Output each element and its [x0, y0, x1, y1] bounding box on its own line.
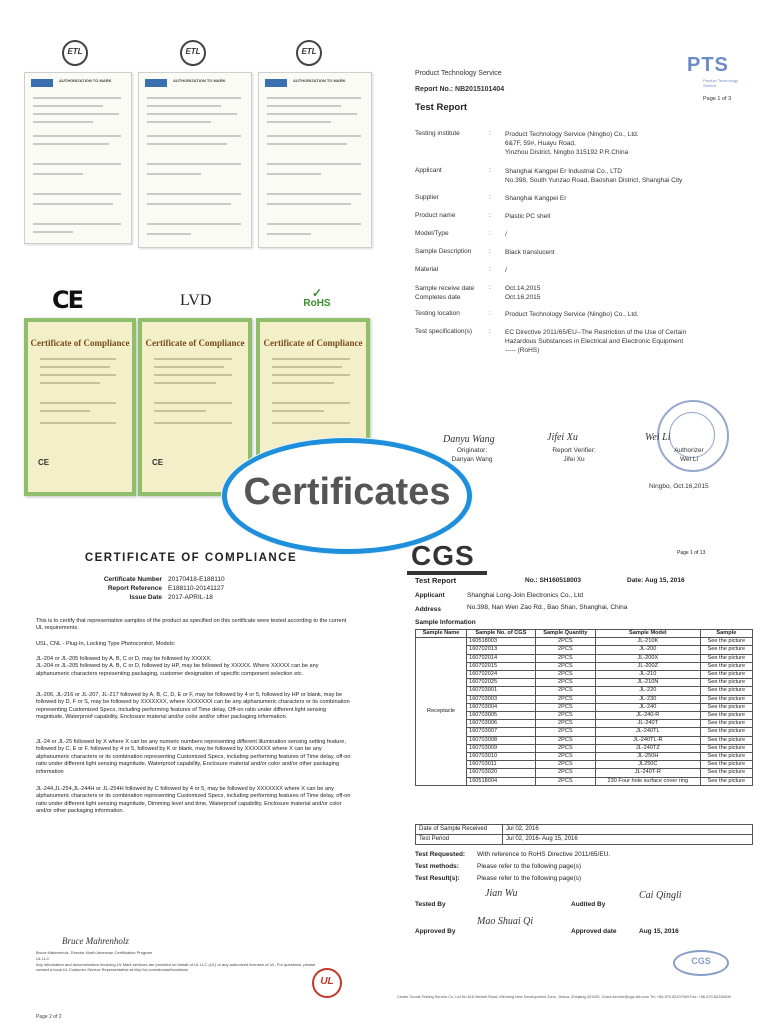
table-row: 160702014 2PCS JL-200X See the picture — [416, 654, 753, 662]
table-row: Date of Sample Received Jul 02, 2016 — [416, 825, 753, 835]
pts-page: Page 1 of 3 — [703, 96, 732, 102]
ul-field-label: Issue Date — [129, 594, 162, 601]
pts-row-value: / — [505, 267, 507, 274]
pts-row-value: Product Technology Service (Ningbo) Co., Ltd. — [505, 311, 639, 318]
table-row: 160703006 2PCS JL-240T See the picture — [416, 720, 753, 728]
pts-row-value: Shanghai Kangpei Er Industrial Co., LTD No.398, South Yunzao Road, Baoshan District, Shanghai City — [505, 168, 683, 184]
pts-row-label: Sample Description — [415, 248, 472, 255]
cgs-methods-label: Test methods: — [415, 863, 459, 870]
pts-date: Ningbo, Oct.16,2015 — [649, 483, 709, 490]
cgs-tested-by-label: Tested By — [415, 901, 446, 908]
ce-mark-icon: CE — [52, 286, 83, 314]
pts-row-value: Plastic PC shell — [505, 213, 551, 220]
sample-name-cell: Receptacle — [416, 638, 467, 786]
cgs-approved-date-label: Approved date — [571, 928, 617, 935]
cgs-sample-table — [415, 629, 753, 786]
ul-paragraph: USL, CNL - Plug-In, Locking Type Photocontrol, Models: — [36, 641, 176, 647]
originator-label: Originator: Danyan Wang — [451, 447, 493, 463]
cgs-date-table — [415, 824, 753, 845]
certificates-banner-label: Certificates — [243, 471, 451, 513]
table-row: 160703011 2PCS JL250C See the picture — [416, 761, 753, 769]
pts-row-label: Testing location — [415, 310, 460, 317]
cgs-requested: With reference to RoHS Directive 2011/65/EU. — [477, 851, 611, 858]
etl-certificate-thumbnail: AUTHORIZATION TO MARK — [258, 72, 372, 248]
table-row: 160703004 2PCS JL-240 See the picture — [416, 703, 753, 711]
table-header: Sample No. of CGS — [467, 630, 536, 638]
table-row: 160518004 2PCS 230 Four hole surface cover ring See the picture — [416, 777, 753, 785]
cgs-results: Please refer to the following page(s) — [477, 875, 582, 882]
table-row: Test Period Jul 02, 2016- Aug 15, 2016 — [416, 835, 753, 845]
cgs-report-no: No.: SH160518003 — [525, 577, 582, 584]
ce-certificate-thumbnail: Certificate of Compliance CE — [24, 318, 136, 496]
etl-mark-icon: ETL — [62, 40, 88, 66]
etl-certificate-thumbnail: AUTHORIZATION TO MARK — [24, 72, 132, 244]
pts-test-report: PTS Product Technology Service Product Technology Service Report No.: NB2015101404 Page 1 of 3 Test Report Testing institute : Product Technology Service (Ningbo) Co., Ltd. 6&7F, 59#, Huayu Road, Yinzhou District, Ningbo 315192 P.R.China Applicant : Shanghai Kangpei Er Industrial Co., LTD No.398, South Yunzao Road, Baoshan District, Shanghai City Supplier : Shanghai Kangpei Er Product name : Plastic PC shell Model/Type : / Sample Description : Black translucent Material : / Sample receive date Completes date : Oct.14,2015 Oct.16,2015 Testing location : Product Technology Service (Ningbo) Co., Ltd. Test specification(s) : EC Directive 2011/65/EU--The Restriction of the Use of Certain Hazardous Substances in Electrical and Electronic Equipment ----- (RoHS) Danyu Wang Originator: Danyan Wang Jifei Xu Report Verifier: Jifei Xu Wei Li Authorizer Wei Li Ningbo, Oct.16,2015 — [397, 22, 769, 520]
etl-mark-icon: ETL — [180, 40, 206, 66]
pts-row-value: Oct.14,2015 Oct.16,2015 — [505, 285, 541, 301]
cgs-results-label: Test Result(s): — [415, 875, 460, 882]
pts-row-label: Supplier — [415, 194, 439, 201]
pts-row-value: Shanghai Kangpei Er — [505, 195, 567, 202]
ul-logo-icon: UL — [312, 968, 342, 998]
table-header: Sample — [700, 630, 752, 638]
table-row: 160703005 2PCS JL-240-R See the picture — [416, 712, 753, 720]
table-header: Sample Name — [416, 630, 467, 638]
cgs-tested-signature: Jian Wu — [485, 888, 518, 899]
cgs-address-label: Address — [415, 606, 442, 613]
cgs-sample-info: Sample Information — [415, 619, 476, 626]
authorizer-label: Authorizer Wei Li — [674, 447, 704, 463]
etl-mark-icon: ETL — [296, 40, 322, 66]
table-row: 160702015 2PCS JL-200Z See the picture — [416, 662, 753, 670]
cgs-stamp-icon: CGS — [673, 950, 729, 976]
ul-paragraph: JL-206, JL-216 or JL-207, JL-217 followed by A, B, C, D, E or F, may be followed by 4 or 5, followed by HP or blank, may be followed by D, F or S, may be followed by XXXXXXX, where XXXXXXX can be any alphanumeric characters or its combination representing Customized Specs, including performing features of Time delay, Off-on ratio under different light sensing magnitude, Waterproof capability, Enclosure material and/or color and/or other packaging information. — [36, 692, 350, 721]
ul-field-value: E188110-20141127 — [168, 585, 225, 592]
ul-paragraph: JL-24 or JL-25 followed by X where X can be any numeric numbers representing different illumination sensing setting feature, followed by C, E or F, followed by 4 or 5, followed by K or blank, may be followed by XXXXXXX where X can be any alphanumeric characters or its combination representing Customized Specs, including performing features of Time delay, off-on ratio under different light sensing magnitude, Waterproof capability, Enclosure material and/or color and/or other packaging information — [36, 739, 351, 775]
authorizer-signature: Wei Li — [645, 432, 671, 443]
cgs-applicant-label: Applicant — [415, 592, 445, 599]
pts-row-label: Product name — [415, 212, 456, 219]
pts-row-label: Sample receive date Completes date — [415, 285, 475, 301]
ul-certificate-of-compliance — [0, 538, 382, 1032]
ul-paragraph: JL-204 or JL-205 followed by A, B, C or D, may be followed by XXXXX. JL-204 or JL-205 followed by A, B, C or D, followed by HP, may be followed by XXXXX. Where XXXXX can be any alphanumeric characters representing packaging, customer designation of specific component selection etc. — [36, 656, 319, 677]
pts-logo-icon: PTS Product Technology Service — [687, 54, 739, 88]
table-row: 160703010 2PCS JL-250H See the picture — [416, 753, 753, 761]
table-row: 160703008 2PCS JL-240TL-R See the picture — [416, 736, 753, 744]
verifier-signature: Jifei Xu — [547, 432, 578, 443]
pts-row-value: Black translucent — [505, 249, 555, 256]
pts-report-no: Report No.: NB2015101404 — [415, 86, 505, 93]
ul-field-label: Certificate Number — [103, 576, 162, 583]
cgs-title: Test Report — [415, 576, 457, 585]
ul-field-label: Report Reference — [107, 585, 162, 592]
cgs-test-report — [393, 538, 772, 1032]
table-row: 160702025 2PCS JL-210N See the picture — [416, 679, 753, 687]
cgs-address: No.398, Nan Wen Zao Rd., Bao Shan, Shanghai, China — [467, 604, 628, 611]
cgs-requested-label: Test Requested: — [415, 851, 466, 858]
cgs-audited-signature: Cai Qingli — [639, 890, 682, 901]
table-header: Sample Quantity — [535, 630, 595, 638]
ul-footer-line: Bruce Mahrenholz, Director North American Certification Program — [36, 950, 153, 955]
cgs-date: Date: Aug 15, 2016 — [627, 577, 685, 584]
verifier-label: Report Verifier: Jifei Xu — [552, 447, 596, 463]
table-row: 160703003 2PCS JL-230 See the picture — [416, 695, 753, 703]
ul-title: CERTIFICATE OF COMPLIANCE — [84, 552, 298, 564]
pts-row-value: / — [505, 231, 507, 238]
pts-row-label: Model/Type — [415, 230, 449, 237]
pts-row-label: Test specification(s) — [415, 328, 473, 335]
ul-page: Page 2 of 2 — [36, 1014, 62, 1020]
lvd-certificate-thumbnail: Certificate of Compliance CE — [138, 318, 252, 496]
cgs-methods: Please refer to the following page(s) — [477, 863, 582, 870]
table-row: Receptacle 160518003 2PCS JL-210K See the picture — [416, 638, 753, 646]
cgs-applicant: Shanghai Long-Join Electronics Co., Ltd — [467, 592, 583, 599]
ul-paragraph: JL-244,JL-254,JL-244H or JL-254H followed by C followed by 4 or 5, may be followed by XXXXXXX where X can be any alphanumeric characters or its combination representing Customized Specs, including performing features of Time delay, off-on ratio under different light sensing magnitude, Dimming level and time, Waterproof capability, Enclosure material and/or color and/or other packaging information. — [36, 786, 351, 815]
table-row: 160703020 2PCS JL-240T-R See the picture — [416, 769, 753, 777]
cgs-page: Page 1 of 13 — [677, 550, 706, 556]
table-row: 160703001 2PCS JL-220 See the picture — [416, 687, 753, 695]
table-row: 160702024 2PCS JL-210 See the picture — [416, 671, 753, 679]
table-row: 160702013 2PCS JL-200 See the picture — [416, 646, 753, 654]
rohs-certificate-thumbnail: Certificate of Compliance — [256, 318, 370, 496]
cgs-logo-icon: CGS — [411, 540, 475, 571]
table-row: 160703009 2PCS JL-240TZ See the picture — [416, 744, 753, 752]
table-row: 160703007 2PCS JL-240TL See the picture — [416, 728, 753, 736]
cgs-footer: Center Goods Testing Service Co.,Ltd No.618 Weiwei Road, Minhang New Development Zone, Jinhua, Zhejiang 321025, China service@cgs-lab.com Tel: +86-579-82207509 Fax: +86-579-82226506 — [397, 995, 731, 999]
ul-footer-line: UL LLC — [36, 956, 50, 961]
pts-company: Product Technology Service — [415, 70, 502, 77]
ul-field-value: 2017-APRIL-18 — [168, 594, 213, 601]
cgs-approved-signature: Mao Shuai Qi — [477, 916, 534, 927]
rohs-mark-icon: ✓ RoHS — [303, 286, 331, 309]
originator-signature: Danyu Wang — [443, 434, 495, 445]
ul-signature: Bruce Mahrenholz — [62, 936, 129, 946]
ul-paragraph: This is to certify that representative samples of the product as specified on this certificate were tested according to the current UL requirements. — [36, 618, 347, 632]
etl-certificate-thumbnail: AUTHORIZATION TO MARK — [138, 72, 252, 248]
pts-row-label: Applicant — [415, 167, 442, 174]
pts-row-label: Testing institute — [415, 130, 460, 137]
table-header: Sample Model — [595, 630, 700, 638]
pts-row-label: Material — [415, 266, 439, 273]
pts-row-value: Product Technology Service (Ningbo) Co., Ltd. 6&7F, 59#, Huayu Road, Yinzhou District, Ningbo 315192 P.R.China — [505, 131, 639, 156]
certificates-banner — [222, 438, 472, 554]
lvd-mark-label: LVD — [180, 292, 212, 309]
cgs-approved-by-label: Approved By — [415, 928, 456, 935]
cgs-audited-by-label: Audited By — [571, 901, 606, 908]
cgs-approved-date: Aug 15, 2016 — [639, 928, 679, 935]
ul-footer-line: Any information and documentation involving UL Mark services are provided on behalf of UL LLC (UL) or any authorized licensee of UL. For questions, please contact a local UL Customer Service Representative at http://ul.com/aboutul/locations/ — [36, 962, 316, 972]
pts-row-value: EC Directive 2011/65/EU--The Restriction of the Use of Certain Hazardous Substances in Electrical and Electronic Equipment ----- (RoHS) — [505, 329, 687, 354]
ul-field-value: 20170418-E188110 — [168, 576, 225, 583]
pts-title: Test Report — [415, 102, 468, 113]
